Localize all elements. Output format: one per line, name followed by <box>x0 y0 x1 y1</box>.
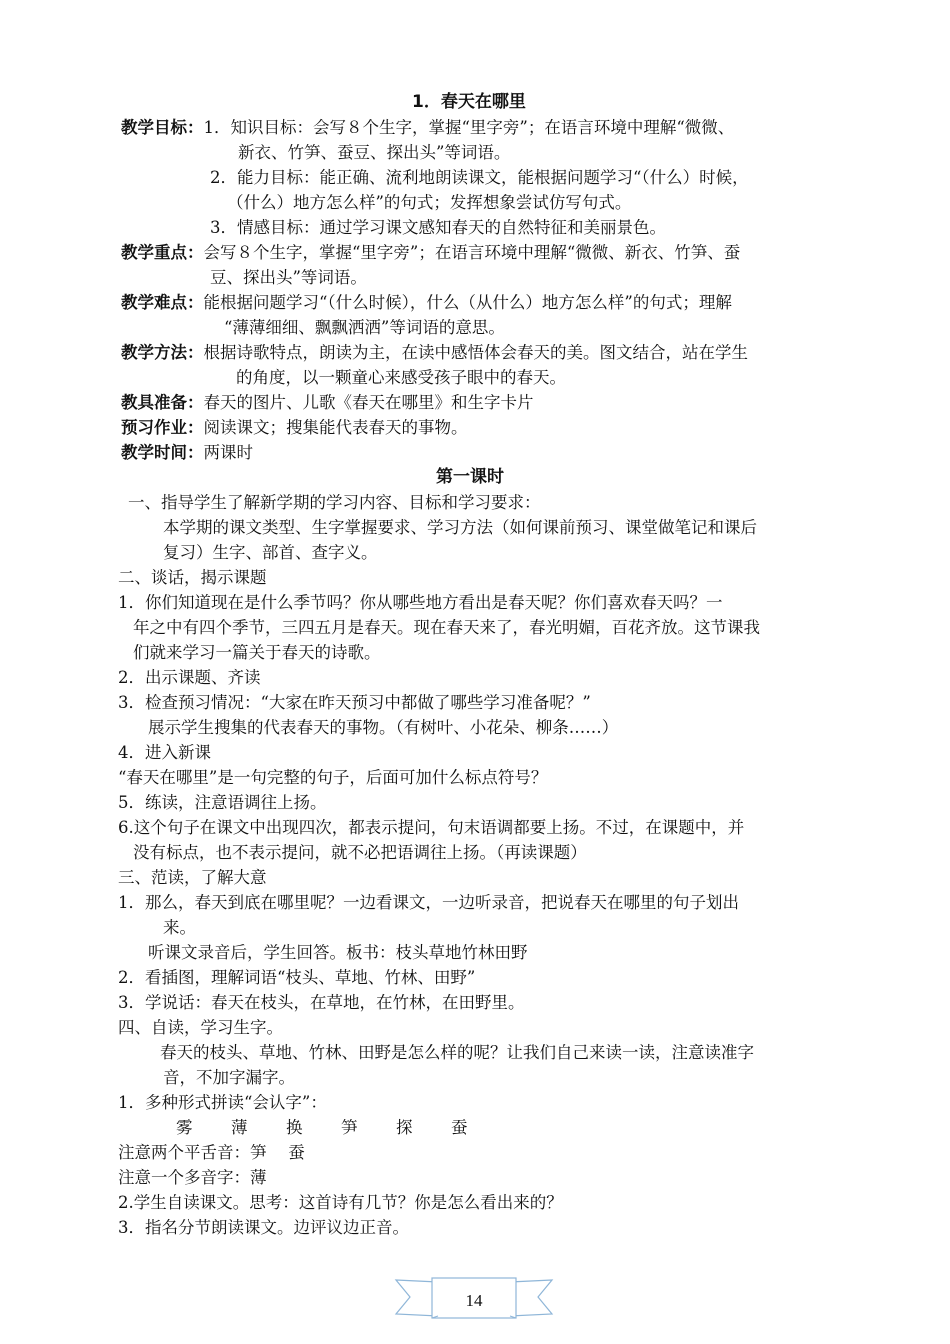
difficulties-line1: 能根据问题学习“（什么时候），什么（从什么）地方怎么样”的句式；理解 <box>203 293 732 312</box>
section-2-item5: 5．练读，注意语调往上扬。 <box>118 793 327 812</box>
section-2-item1-line3: 们就来学习一篇关于春天的诗歌。 <box>133 643 381 662</box>
preview-text: 阅读课文；搜集能代表春天的事物。 <box>203 418 468 437</box>
method-row-1: 教学方法：根据诗歌特点，朗读为主，在读中感悟体会春天的美。图文结合，站在学生 <box>121 343 748 362</box>
tools-text: 春天的图片、儿歌《春天在哪里》和生字卡片 <box>203 393 534 412</box>
flat-tongue-note: 注意两个平舌音：笋 蚕 <box>118 1143 305 1162</box>
section-4-item1: 1．多种形式拼读“会认字”： <box>118 1093 327 1112</box>
time-text: 两课时 <box>203 443 253 462</box>
goals-item2-line2: （什么）地方怎么样”的句式；发挥想象尝试仿写句式。 <box>227 193 632 212</box>
key-points-line2: 豆、探出头”等词语。 <box>210 268 367 287</box>
section-3-item1-detail: 听课文录音后，学生回答。板书：枝头草地竹林田野 <box>148 943 528 962</box>
goals-item1-line1: 1．知识目标：会写８个生字，掌握“里字旁”；在语言环境中理解“微微、 <box>203 118 735 137</box>
page-number: 14 <box>465 1291 483 1310</box>
goals-row-1: 教学目标：1．知识目标：会写８个生字，掌握“里字旁”；在语言环境中理解“微微、 <box>121 118 735 137</box>
section-2-item6-line1: 6.这个句子在课文中出现四次，都表示提问，句末语调都要上扬。不过，在课题中，并 <box>118 818 745 837</box>
section-2-item3-detail: 展示学生搜集的代表春天的事物。（有树叶、小花朵、柳条……） <box>148 718 619 737</box>
character-3: 换 <box>286 1118 303 1137</box>
section-1-para-line2: 复习）生字、部首、查字义。 <box>163 543 378 562</box>
section-2-item4-detail: “春天在哪里”是一句完整的句子，后面可加什么标点符号？ <box>118 768 548 787</box>
page-number-ribbon <box>394 1272 554 1332</box>
section-1-para-line1: 本学期的课文类型、生字掌握要求、学习方法（如何课前预习、课堂做笔记和课后 <box>163 518 757 537</box>
time-label: 教学时间 <box>121 443 187 462</box>
goals-item1-line2: 新衣、竹笋、蚕豆、探出头”等词语。 <box>238 143 511 162</box>
section-3-item3: 3．学说话：春天在枝头，在草地，在竹林，在田野里。 <box>118 993 525 1012</box>
goals-item2-line1: 2．能力目标：能正确、流利地朗读课文，能根据问题学习“（什么）时候， <box>210 168 749 187</box>
lesson-title: 第一课时 <box>436 467 504 487</box>
section-4-heading: 四、自读，学习生字。 <box>118 1018 283 1037</box>
section-2-item4: 4．进入新课 <box>118 743 211 762</box>
key-points-label: 教学重点 <box>121 243 187 262</box>
difficulties-row-1: 教学难点：能根据问题学习“（什么时候），什么（从什么）地方怎么样”的句式；理解 <box>121 293 732 312</box>
difficulties-line2: “薄薄细细、飘飘洒洒”等词语的意思。 <box>224 318 505 337</box>
section-4-item3: 3．指名分节朗读课文。边评议边正音。 <box>118 1218 409 1237</box>
section-2-item2: 2．出示课题、齐读 <box>118 668 261 687</box>
section-2-item1-line1: 1．你们知道现在是什么季节吗？你从哪些地方看出是春天呢？你们喜欢春天吗？一 <box>118 593 723 612</box>
character-4: 笋 <box>341 1118 358 1137</box>
section-3-item1-line1: 1．那么，春天到底在哪里呢？一边看课文，一边听录音，把说春天在哪里的句子划出 <box>118 893 739 912</box>
key-points-line1: 会写８个生字，掌握“里字旁”；在语言环境中理解“微微、新衣、竹笋、蚕 <box>203 243 741 262</box>
recognition-characters <box>176 1115 506 1140</box>
character-5: 探 <box>396 1118 413 1137</box>
section-4-item2: 2.学生自读课文。思考：这首诗有几节？你是怎么看出来的？ <box>118 1193 563 1212</box>
preview-label: 预习作业 <box>121 418 187 437</box>
section-1-heading: 一、指导学生了解新学期的学习内容、目标和学习要求： <box>128 493 541 512</box>
character-2: 薄 <box>231 1118 248 1137</box>
tools-row: 教具准备：春天的图片、儿歌《春天在哪里》和生字卡片 <box>121 393 534 412</box>
section-2-heading: 二、谈话，揭示课题 <box>118 568 267 587</box>
method-line1: 根据诗歌特点，朗读为主，在读中感悟体会春天的美。图文结合，站在学生 <box>203 343 748 362</box>
goals-item3-line1: 3．情感目标：通过学习课文感知春天的自然特征和美丽景色。 <box>210 218 666 237</box>
polyphone-note: 注意一个多音字：薄 <box>118 1168 267 1187</box>
method-line2: 的角度，以一颗童心来感受孩子眼中的春天。 <box>236 368 566 387</box>
key-points-row-1: 教学重点：会写８个生字，掌握“里字旁”；在语言环境中理解“微微、新衣、竹笋、蚕 <box>121 243 741 262</box>
goals-label: 教学目标 <box>121 118 187 137</box>
section-4-para-line1: 春天的枝头、草地、竹林、田野是怎么样的呢？让我们自己来读一读，注意读准字 <box>160 1043 754 1062</box>
section-2-item6-line2: 没有标点，也不表示提问，就不必把语调往上扬。（再读课题） <box>133 843 587 862</box>
difficulties-label: 教学难点 <box>121 293 187 312</box>
section-4-para-line2: 音，不加字漏字。 <box>163 1068 295 1087</box>
character-6: 蚕 <box>451 1118 468 1137</box>
tools-label: 教具准备 <box>121 393 187 412</box>
page-title: 1．春天在哪里 <box>412 92 526 112</box>
section-3-item2: 2．看插图，理解词语“枝头、草地、竹林、田野” <box>118 968 476 987</box>
method-label: 教学方法 <box>121 343 187 362</box>
section-3-heading: 三、范读，了解大意 <box>118 868 267 887</box>
section-2-item3: 3．检查预习情况：“大家在昨天预习中都做了哪些学习准备呢？” <box>118 693 591 712</box>
section-2-item1-line2: 年之中有四个季节，三四五月是春天。现在春天来了，春光明媚，百花齐放。这节课我 <box>133 618 760 637</box>
section-3-item1-line2: 来。 <box>163 918 196 937</box>
preview-row: 预习作业：阅读课文；搜集能代表春天的事物。 <box>121 418 468 437</box>
character-1: 雾 <box>176 1118 193 1137</box>
time-row: 教学时间：两课时 <box>121 443 253 462</box>
